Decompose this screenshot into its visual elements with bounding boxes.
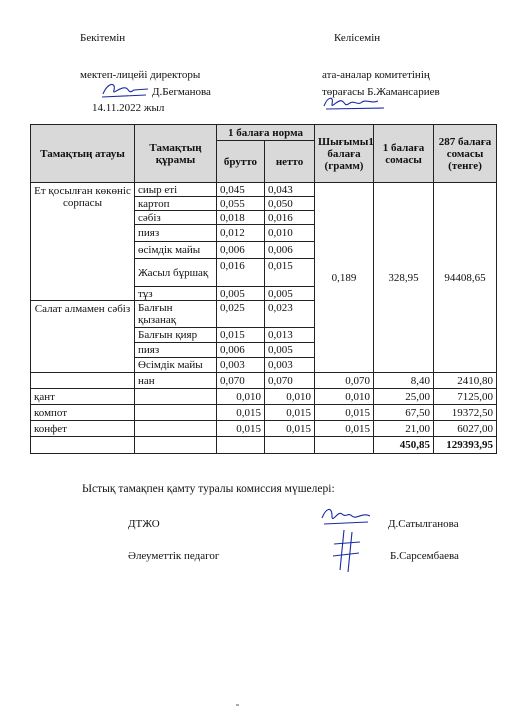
ingredient: сиыр еті — [135, 183, 217, 197]
net-value: 0,023 — [265, 301, 315, 328]
gross-value: 0,003 — [217, 358, 265, 373]
gross-value: 0,006 — [217, 242, 265, 259]
chairman-signature — [322, 94, 388, 112]
gross-value: 0,015 — [217, 421, 265, 437]
net-value: 0,010 — [265, 225, 315, 242]
yield-value: 0,010 — [315, 389, 374, 405]
ingredient: тұз — [135, 287, 217, 301]
ingredient-empty — [135, 389, 217, 405]
yield-value: 0,015 — [315, 405, 374, 421]
gross-value: 0,016 — [217, 259, 265, 287]
totals-empty — [265, 437, 315, 454]
gross-value: 0,015 — [217, 328, 265, 343]
commission-name-2: Б.Сарсембаева — [390, 550, 459, 562]
totals-empty — [31, 437, 135, 454]
gross-value: 0,006 — [217, 343, 265, 358]
gross-value: 0,005 — [217, 287, 265, 301]
grand-total-sum: 129393,95 — [434, 437, 497, 454]
totals-empty — [217, 437, 265, 454]
gross-value: 0,070 — [217, 373, 265, 389]
net-value: 0,070 — [265, 373, 315, 389]
ingredient: сәбіз — [135, 211, 217, 225]
dish-salad: Салат алмамен сәбіз — [31, 301, 135, 373]
ingredient: Жасыл бұршақ — [135, 259, 217, 287]
agreed-line1: Келісемін — [334, 32, 381, 44]
yield-value: 0,015 — [315, 421, 374, 437]
page-mark — [236, 704, 239, 706]
gross-value: 0,015 — [217, 405, 265, 421]
header-one-sum: 1 балаға сомасы — [374, 125, 434, 183]
net-value: 0,015 — [265, 405, 315, 421]
agreed-chairman: төрағасы Б.Жамансариев — [322, 86, 440, 98]
header-gross: брутто — [217, 141, 265, 183]
net-value: 0,005 — [265, 287, 315, 301]
totals-empty — [135, 437, 217, 454]
group-total-sum: 94408,65 — [434, 183, 497, 373]
header-dish: Тамақтың атауы — [31, 125, 135, 183]
net-value: 0,043 — [265, 183, 315, 197]
agreed-committee: ата-аналар комитетінің — [322, 69, 430, 81]
header-composition: Тамақтың құрамы — [135, 125, 217, 183]
header-norm: 1 балаға норма — [217, 125, 315, 141]
net-value: 0,003 — [265, 358, 315, 373]
ingredient: Өсімдік майы — [135, 358, 217, 373]
commission-name-1: Д.Сатылганова — [388, 518, 459, 530]
gross-value: 0,055 — [217, 197, 265, 211]
one-sum-value: 67,50 — [374, 405, 434, 421]
net-value: 0,016 — [265, 211, 315, 225]
total-sum-value: 6027,00 — [434, 421, 497, 437]
gross-value: 0,010 — [217, 389, 265, 405]
commission-signature-2 — [330, 528, 364, 574]
total-sum-value: 19372,50 — [434, 405, 497, 421]
total-sum-value: 7125,00 — [434, 389, 497, 405]
one-sum-value: 8,40 — [374, 373, 434, 389]
header-yield: Шығымы1 балаға (грамм) — [315, 125, 374, 183]
net-value: 0,015 — [265, 259, 315, 287]
ingredient: нан — [135, 373, 217, 389]
gross-value: 0,025 — [217, 301, 265, 328]
net-value: 0,010 — [265, 389, 315, 405]
net-value: 0,050 — [265, 197, 315, 211]
ingredient-empty — [135, 421, 217, 437]
dish-name: конфет — [31, 421, 135, 437]
approved-line1: Бекітемін — [80, 32, 126, 44]
total-one-sum: 450,85 — [374, 437, 434, 454]
one-sum-value: 25,00 — [374, 389, 434, 405]
gross-value: 0,018 — [217, 211, 265, 225]
ingredient: картоп — [135, 197, 217, 211]
header-total-sum: 287 балаға сомасы (тенге) — [434, 125, 497, 183]
commission-title: Ыстық тамақпен қамту туралы комиссия мүшелері: — [82, 483, 335, 495]
one-sum-value: 21,00 — [374, 421, 434, 437]
totals-empty — [315, 437, 374, 454]
director-signature — [100, 80, 152, 100]
commission-role-1: ДТЖО — [128, 518, 160, 530]
group-yield: 0,189 — [315, 183, 374, 373]
header-net: нетто — [265, 141, 315, 183]
net-value: 0,013 — [265, 328, 315, 343]
total-sum-value: 2410,80 — [434, 373, 497, 389]
ingredient: Балғын қызанақ — [135, 301, 217, 328]
dish-name: компот — [31, 405, 135, 421]
commission-role-2: Әлеуметтік педагог — [128, 550, 220, 562]
ingredient: өсімдік майы — [135, 242, 217, 259]
ingredient: пияз — [135, 225, 217, 242]
dish-empty — [31, 373, 135, 389]
approved-position: мектеп-лицейі директоры — [80, 69, 201, 81]
group-one-sum: 328,95 — [374, 183, 434, 373]
yield-value: 0,070 — [315, 373, 374, 389]
gross-value: 0,045 — [217, 183, 265, 197]
net-value: 0,015 — [265, 421, 315, 437]
ingredient: пияз — [135, 343, 217, 358]
net-value: 0,006 — [265, 242, 315, 259]
approved-name: Д.Бегманова — [152, 86, 211, 98]
gross-value: 0,012 — [217, 225, 265, 242]
menu-table — [30, 124, 497, 454]
dish-name: қант — [31, 389, 135, 405]
net-value: 0,005 — [265, 343, 315, 358]
commission-signature-1 — [318, 504, 374, 530]
ingredient-empty — [135, 405, 217, 421]
approved-date: 14.11.2022 жыл — [92, 102, 165, 114]
dish-soup: Ет қосылған көкөніс сорпасы — [31, 183, 135, 301]
ingredient: Балғын қияр — [135, 328, 217, 343]
